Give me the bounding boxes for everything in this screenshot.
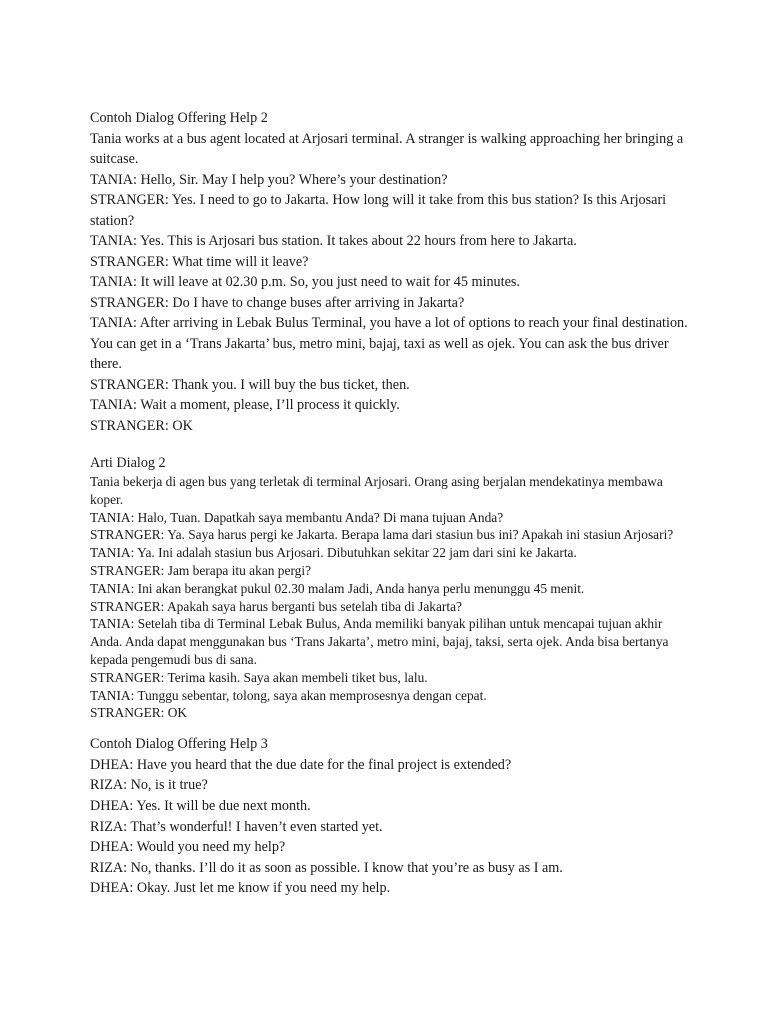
dialog-line: STRANGER: Jam berapa itu akan pergi? [90, 562, 312, 578]
section-title: Contoh Dialog Offering Help 3 [90, 736, 268, 753]
dialog-line: RIZA: No, is it true? [90, 777, 208, 794]
section-title: Contoh Dialog Offering Help 2 [90, 110, 268, 126]
section-intro: Tania works at a bus agent located at Arjosari terminal. A stranger is walking approaching her bringing a suitcase. [90, 130, 684, 167]
dialog-line: RIZA: That’s wonderful! I haven’t even started yet. [90, 818, 383, 835]
dialog-section-2 [90, 108, 690, 436]
section-title: Arti Dialog 2 [90, 455, 166, 471]
section-intro: Tania bekerja di agen bus yang terletak di terminal Arjosari. Orang asing berjalan mendekatinya membawa koper. [90, 474, 663, 507]
dialog-line: STRANGER: OK [90, 705, 188, 721]
dialog-line: TANIA: Ya. Ini adalah stasiun bus Arjosari. Dibutuhkan sekitar 22 jam dari sini ke Jakarta. [90, 545, 577, 561]
dialog-line: STRANGER: Apakah saya harus berganti bus setelah tiba di Jakarta? [90, 598, 462, 614]
dialog-line: STRANGER: What time will it leave? [90, 253, 309, 270]
dialog-line: DHEA: Would you need my help? [90, 839, 286, 856]
dialog-line: TANIA: Hello, Sir. May I help you? Where’s your destination? [90, 171, 448, 188]
dialog-line: DHEA: Have you heard that the due date for the final project is extended? [90, 756, 512, 773]
dialog-line: TANIA: Halo, Tuan. Dapatkah saya membantu Anda? Di mana tujuan Anda? [90, 509, 504, 525]
dialog-line: STRANGER: Do I have to change buses after arriving in Jakarta? [90, 294, 465, 311]
dialog-line: STRANGER: Terima kasih. Saya akan membeli tiket bus, lalu. [90, 669, 428, 685]
dialog-line: TANIA: Tunggu sebentar, tolong, saya akan memprosesnya dengan cepat. [90, 687, 487, 703]
dialog-line: TANIA: It will leave at 02.30 p.m. So, you just need to wait for 45 minutes. [90, 274, 520, 290]
dialog-line: STRANGER: Yes. I need to go to Jakarta. How long will it take from this bus station? Is this Arjosari station? [90, 192, 667, 229]
dialog-line: TANIA: Setelah tiba di Terminal Lebak Bulus, Anda memiliki banyak pilihan untuk mencapai tujuan akhir Anda. Anda dapat menggunakan bus ‘Trans Jakarta’, metro mini, bajaj, taksi, serta ojek. Anda bisa bertanya kepada pengemudi bus di sana. [90, 616, 669, 667]
dialog-line: STRANGER: OK [90, 417, 193, 434]
dialog-line: TANIA: Ini akan berangkat pukul 02.30 malam Jadi, Anda hanya perlu menunggu 45 menit. [90, 580, 585, 596]
dialog-section-3 [90, 734, 690, 899]
dialog-line: TANIA: Yes. This is Arjosari bus station. It takes about 22 hours from here to Jakarta. [90, 233, 577, 249]
dialog-line: DHEA: Okay. Just let me know if you need my help. [90, 880, 391, 897]
dialog-line: RIZA: No, thanks. I’ll do it as soon as possible. I know that you’re as busy as I am. [90, 859, 563, 876]
dialog-line: TANIA: After arriving in Lebak Bulus Terminal, you have a lot of options to reach your final destination. You can get in a ‘Trans Jakarta’ bus, metro mini, bajaj, taxi as well as ojek. You can ask the bus driver there. [90, 315, 688, 372]
translation-section-2 [90, 453, 690, 722]
dialog-line: STRANGER: Thank you. I will buy the bus ticket, then. [90, 376, 410, 393]
document-page [90, 108, 690, 899]
dialog-line: STRANGER: Ya. Saya harus pergi ke Jakarta. Berapa lama dari stasiun bus ini? Apakah ini stasiun Arjosari? [90, 527, 674, 543]
dialog-line: TANIA: Wait a moment, please, I’ll process it quickly. [90, 397, 400, 413]
dialog-line: DHEA: Yes. It will be due next month. [90, 797, 311, 814]
